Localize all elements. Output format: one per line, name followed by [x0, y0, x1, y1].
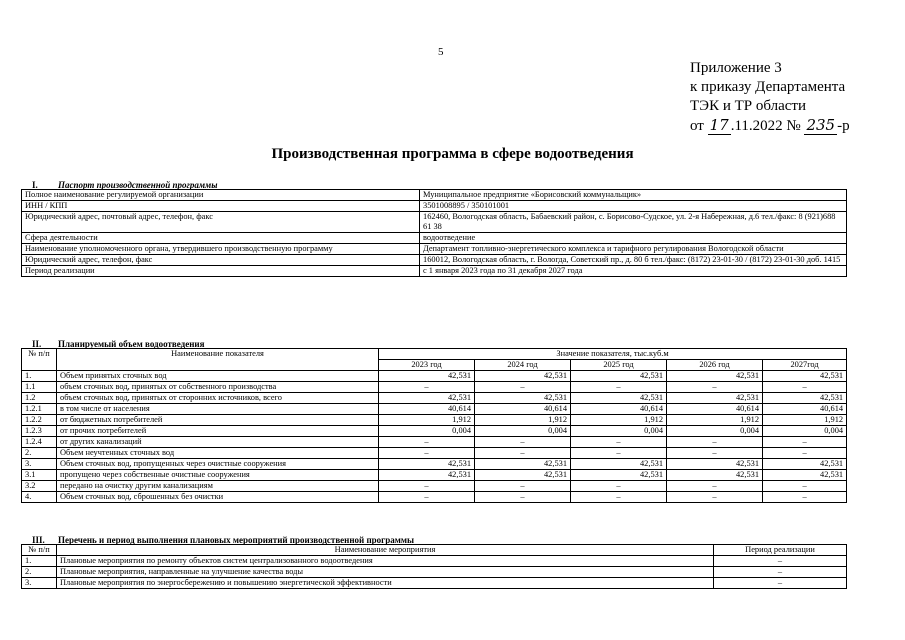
- volume-value: –: [667, 437, 763, 448]
- volume-row-num: 1.2.1: [22, 404, 57, 415]
- volume-col-num: № п/п: [22, 349, 57, 371]
- passport-value: водоотведение: [420, 233, 847, 244]
- volume-value: 42,531: [763, 470, 847, 481]
- volume-value: 0,004: [475, 426, 571, 437]
- volume-value: –: [667, 492, 763, 503]
- measures-row-name: Плановые мероприятия, направленные на улучшение качества воды: [57, 567, 714, 578]
- volume-value: 42,531: [571, 459, 667, 470]
- measures-table: [21, 544, 847, 589]
- document-title: Производственная программа в сфере водоотведения: [271, 146, 634, 162]
- passport-value: 160012, Вологодская область, г. Вологда, Советский пр., д. 80 б тел./факс: (8172) 23-01-30 / (8172) 23-01-30 доб. 1415: [420, 255, 847, 266]
- year-header: 2025 год: [571, 360, 667, 371]
- measures-row-name: Плановые мероприятия по ремонту объектов систем централизованного водоотведения: [57, 556, 714, 567]
- passport-row: [22, 266, 847, 277]
- passport-label: Полное наименование регулируемой организации: [22, 190, 420, 201]
- volume-value: –: [571, 492, 667, 503]
- measures-row: [22, 556, 847, 567]
- passport-value: Департамент топливно-энергетического комплекса и тарифного регулирования Вологодской области: [420, 244, 847, 255]
- volume-value: 42,531: [571, 393, 667, 404]
- passport-row: [22, 244, 847, 255]
- volume-value: 42,531: [475, 371, 571, 382]
- volume-value: 1,912: [475, 415, 571, 426]
- volume-value: 0,004: [571, 426, 667, 437]
- year-header: 2027год: [763, 360, 847, 371]
- volume-row-name: Объем принятых сточных вод: [57, 371, 379, 382]
- appendix-line-1: Приложение 3: [690, 60, 782, 76]
- measures-row-period: –: [714, 578, 847, 589]
- passport-label: Период реализации: [22, 266, 420, 277]
- volume-value: –: [763, 481, 847, 492]
- volume-value: 42,531: [763, 371, 847, 382]
- volume-row-num: 1.2.4: [22, 437, 57, 448]
- section-3-number: III.: [32, 535, 45, 545]
- volume-value: –: [475, 481, 571, 492]
- passport-row: [22, 255, 847, 266]
- volume-row: [22, 481, 847, 492]
- volume-row: [22, 492, 847, 503]
- section-1-number: I.: [32, 180, 38, 190]
- volume-row: [22, 448, 847, 459]
- date-suffix: .11.2022 №: [730, 118, 801, 134]
- page-number: 5: [438, 46, 444, 58]
- passport-row: [22, 190, 847, 201]
- volume-value: –: [763, 448, 847, 459]
- volume-value: 42,531: [379, 470, 475, 481]
- volume-value: –: [763, 437, 847, 448]
- volume-value: –: [475, 448, 571, 459]
- measures-col-period: Период реализации: [714, 545, 847, 556]
- measures-row-num: 1.: [22, 556, 57, 567]
- volume-value: 40,614: [667, 404, 763, 415]
- volume-row-name: Объем неучтенных сточных вод: [57, 448, 379, 459]
- volume-value: 0,004: [763, 426, 847, 437]
- handwritten-day: 17: [709, 116, 729, 134]
- volume-value: –: [475, 492, 571, 503]
- volume-value: 42,531: [763, 459, 847, 470]
- appendix-block: [690, 59, 850, 136]
- volume-row: [22, 415, 847, 426]
- volume-row-num: 3.1: [22, 470, 57, 481]
- volume-row-num: 1.1: [22, 382, 57, 393]
- volume-value: 40,614: [571, 404, 667, 415]
- measures-row: [22, 578, 847, 589]
- section-1-title: Паспорт производственной программы: [58, 180, 218, 190]
- volume-row: [22, 404, 847, 415]
- volume-row: [22, 426, 847, 437]
- volume-row-name: объем сточных вод, принятых от собственного производства: [57, 382, 379, 393]
- volume-value: 42,531: [379, 371, 475, 382]
- volume-row-name: передано на очистку другим канализациям: [57, 481, 379, 492]
- volume-value: 40,614: [763, 404, 847, 415]
- year-header: 2023 год: [379, 360, 475, 371]
- handwritten-number: 235: [806, 116, 836, 134]
- volume-value: 42,531: [667, 393, 763, 404]
- appendix-line-2: к приказу Департамента: [690, 79, 846, 95]
- volume-value: 1,912: [667, 415, 763, 426]
- volume-row-num: 4.: [22, 492, 57, 503]
- measures-row-name: Плановые мероприятия по энергосбережению и повышению энергетической эффективности: [57, 578, 714, 589]
- volume-row-num: 3.2: [22, 481, 57, 492]
- volume-value: 42,531: [667, 371, 763, 382]
- volume-value: –: [475, 382, 571, 393]
- appendix-line-3: ТЭК и ТР области: [690, 98, 806, 114]
- volume-row: [22, 382, 847, 393]
- volume-value: 42,531: [475, 459, 571, 470]
- passport-table: [21, 189, 847, 277]
- volume-row-name: пропущено через собственные очистные сооружения: [57, 470, 379, 481]
- measures-row-period: –: [714, 556, 847, 567]
- date-prefix: от: [690, 118, 704, 134]
- volume-row-num: 2.: [22, 448, 57, 459]
- volume-row-name: от бюджетных потребителей: [57, 415, 379, 426]
- volume-row: [22, 371, 847, 382]
- volume-value: –: [379, 437, 475, 448]
- volume-value: 1,912: [571, 415, 667, 426]
- volume-row: [22, 459, 847, 470]
- section-3-title: Перечень и период выполнения плановых мероприятий производственной программы: [58, 535, 415, 545]
- volume-value: 40,614: [379, 404, 475, 415]
- passport-value: с 1 января 2023 года по 31 декабря 2027 года: [420, 266, 847, 277]
- volume-value: 40,614: [475, 404, 571, 415]
- volume-value: –: [763, 492, 847, 503]
- passport-label: Юридический адрес, телефон, факс: [22, 255, 420, 266]
- passport-label: ИНН / КПП: [22, 201, 420, 212]
- year-header: 2026 год: [667, 360, 763, 371]
- measures-row: [22, 567, 847, 578]
- measures-row-num: 3.: [22, 578, 57, 589]
- volume-value: –: [571, 382, 667, 393]
- volume-col-value: Значение показателя, тыс.куб.м: [379, 349, 847, 360]
- volume-row-num: 1.: [22, 371, 57, 382]
- volume-value: 1,912: [763, 415, 847, 426]
- volume-value: 0,004: [667, 426, 763, 437]
- volume-value: 42,531: [667, 470, 763, 481]
- volume-value: 42,531: [475, 470, 571, 481]
- volume-value: –: [667, 481, 763, 492]
- passport-value: Муниципальное предприятие «Борисовский коммунальщик»: [420, 190, 847, 201]
- year-header: 2024 год: [475, 360, 571, 371]
- measures-col-num: № п/п: [22, 545, 57, 556]
- volume-row-num: 3.: [22, 459, 57, 470]
- measures-row-num: 2.: [22, 567, 57, 578]
- volume-value: –: [571, 448, 667, 459]
- volume-value: –: [475, 437, 571, 448]
- volume-value: 42,531: [475, 393, 571, 404]
- volume-value: 42,531: [379, 459, 475, 470]
- volume-row: [22, 393, 847, 404]
- volume-value: –: [379, 448, 475, 459]
- volume-value: 42,531: [379, 393, 475, 404]
- volume-value: 42,531: [667, 459, 763, 470]
- measures-col-name: Наименование мероприятия: [57, 545, 714, 556]
- appendix-date-line: [690, 116, 850, 136]
- passport-label: Юридический адрес, почтовый адрес, телефон, факс: [22, 212, 420, 233]
- volume-table: [21, 348, 847, 503]
- passport-label: Наименование уполномоченного органа, утвердившего производственную программу: [22, 244, 420, 255]
- volume-value: –: [379, 481, 475, 492]
- passport-value: 162460, Вологодская область, Бабаевский район, с. Борисово-Судское, ул. 2-я Набережная, д.6 тел./факс: 8 (921)688 61 38: [420, 212, 847, 233]
- volume-row-name: от прочих потребителей: [57, 426, 379, 437]
- number-suffix: -р: [837, 118, 850, 134]
- volume-value: –: [379, 382, 475, 393]
- volume-row-num: 1.2: [22, 393, 57, 404]
- volume-row-name: в том числе от населения: [57, 404, 379, 415]
- volume-value: –: [667, 382, 763, 393]
- volume-value: –: [667, 448, 763, 459]
- passport-row: [22, 233, 847, 244]
- volume-row: [22, 470, 847, 481]
- measures-row-period: –: [714, 567, 847, 578]
- section-2-number: II.: [32, 339, 42, 349]
- volume-row-num: 1.2.3: [22, 426, 57, 437]
- volume-value: –: [571, 481, 667, 492]
- volume-row: [22, 437, 847, 448]
- volume-col-name: Наименование показателя: [57, 349, 379, 371]
- passport-row: [22, 201, 847, 212]
- volume-row-name: Объем сточных вод, пропущенных через очистные сооружения: [57, 459, 379, 470]
- passport-row: [22, 212, 847, 233]
- volume-value: 42,531: [571, 371, 667, 382]
- section-2-title: Планируемый объем водоотведения: [58, 339, 205, 349]
- volume-value: 42,531: [571, 470, 667, 481]
- volume-value: –: [379, 492, 475, 503]
- volume-value: 1,912: [379, 415, 475, 426]
- volume-row-name: от других канализаций: [57, 437, 379, 448]
- volume-row-num: 1.2.2: [22, 415, 57, 426]
- volume-value: 42,531: [763, 393, 847, 404]
- passport-label: Сфера деятельности: [22, 233, 420, 244]
- volume-row-name: Объем сточных вод, сброшенных без очистки: [57, 492, 379, 503]
- volume-value: –: [763, 382, 847, 393]
- volume-value: 0,004: [379, 426, 475, 437]
- volume-row-name: объем сточных вод, принятых от сторонних источников, всего: [57, 393, 379, 404]
- passport-value: 3501008895 / 350101001: [420, 201, 847, 212]
- volume-value: –: [571, 437, 667, 448]
